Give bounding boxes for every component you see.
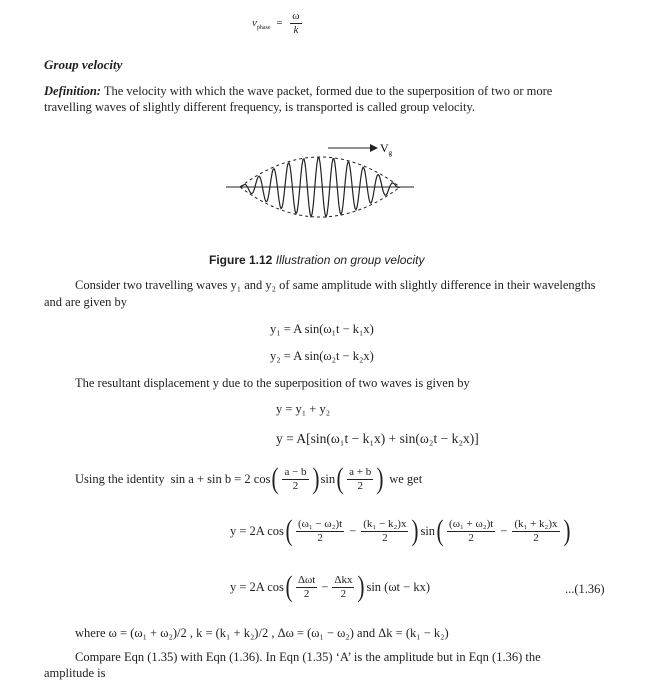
open-paren: ( [285,570,293,603]
identity-sin: sin [320,471,336,486]
open-paren: ( [271,462,279,495]
velocity-label: $V_g$ [380,141,393,157]
identity-fraction-1 [282,466,308,493]
eq136-rhs: sin (ωt − kx) [366,579,430,594]
eq-big-f3-num: (ω₁ + ω₂)t [449,517,494,530]
phase-velocity-sub: phase [256,25,271,32]
identity-lhs: sin a + sin b = 2 cos [170,471,271,486]
phase-velocity-formula [252,10,304,37]
identity-fraction-2 [347,466,373,493]
identity-f2-num: a + b [349,465,372,478]
identity-suffix: we get [389,471,423,486]
eq-big-f1-num: (ω₁ − ω₂)t [297,517,343,530]
fraction-denominator: k [293,24,299,36]
eq-big-fraction-4 [512,518,559,545]
eq136-f2-den: 2 [340,587,347,600]
eq136-f2-num: Δkx [334,573,353,586]
open-paren: ( [436,514,444,547]
velocity-arrow-head [370,144,378,152]
compare-line-2: amplitude is [44,666,106,680]
section-heading: Group velocity [44,57,123,72]
eq-big-fraction-3 [447,518,495,545]
figure-caption [209,253,424,267]
paragraph-1-line-2: and are given by [44,295,127,309]
where-line: where ω = (ω₁ + ω₂)/2 , k = (k₁ + k₂)/2 , Δω = (ω₁ − ω₂) and Δk = (k₁ − k₂) [75,626,449,640]
equation-expanded: y = A[sin(ω₁t − k₁x) + sin(ω₂t − k₂x)] [276,431,479,446]
definition-text-1: The velocity with which the wave packet, formed due to the superposition of two or more [103,84,553,98]
minus-sign: − [500,523,508,538]
definition-label: Definition: [44,84,101,98]
figure-caption-label: Figure 1.12 [209,253,273,267]
equals-sign: = [276,17,283,30]
close-paren: ) [563,514,571,547]
eq-big-f3-den: 2 [468,531,474,544]
eq136-lhs: y = 2A cos [230,579,284,594]
close-paren: ) [357,570,365,603]
identity-f1-den: 2 [292,479,299,492]
minus-sign: − [321,579,329,594]
identity-f1-num: a − b [284,465,307,478]
close-paren: ) [312,462,320,495]
close-paren: ) [411,514,419,547]
close-paren: ) [376,462,384,495]
eq136-fraction-2 [332,574,354,601]
eq-big-fraction-1 [296,518,344,545]
identity-prefix: Using the identity [75,471,165,486]
eq-big-lhs: y = 2A cos [230,523,284,538]
definition-line-2: travelling waves of slightly different frequency, is transported is called group velocity. [44,100,476,114]
equation-number: ...(1.36) [565,582,605,596]
wave-packet-figure [220,132,420,242]
eq136-fraction-1 [296,574,317,601]
figure-caption-title: Illustration on group velocity [275,253,425,267]
identity-line [75,464,422,494]
lower-envelope [240,187,400,217]
eq-big-f4-num: (k₁ + k₂)x [514,517,558,530]
eq136-f1-num: Δωt [297,573,316,586]
eq136-f1-den: 2 [303,587,310,600]
fraction-numerator: ω [292,10,300,22]
paragraph-2: The resultant displacement y due to the superposition of two waves is given by [75,376,470,390]
eq-big-f4-den: 2 [533,531,539,544]
eq-big-fraction-2 [361,518,408,545]
equation-expanded-identity [230,516,572,546]
open-paren: ( [336,462,344,495]
equation-y2: y₂ = A sin(ω₂t − k₂x) [270,349,374,363]
definition-line-1 [44,83,552,99]
equation-sum: y = y₁ + y₂ [276,402,331,416]
compare-line-1: Compare Eqn (1.35) with Eqn (1.36). In Eqn (1.35) ‘A’ is the amplitude but in Eqn (1.36) the [75,650,541,664]
eq-big-sin: sin [420,523,436,538]
minus-sign: − [349,523,357,538]
open-paren: ( [285,514,293,547]
phase-velocity-lhs: v [252,17,257,30]
eq-big-f1-den: 2 [317,531,323,544]
omega-over-k [290,10,301,37]
eq-big-f2-num: (k₁ − k₂)x [363,517,407,530]
eq-big-f2-den: 2 [382,531,388,544]
equation-1-36 [230,572,430,602]
equation-y1: y₁ = A sin(ω₁t − k₁x) [270,322,374,336]
identity-f2-den: 2 [357,479,363,492]
paragraph-1-line-1: Consider two travelling waves y₁ and y₂ of same amplitude with slightly difference in their wavelengths [75,278,596,292]
